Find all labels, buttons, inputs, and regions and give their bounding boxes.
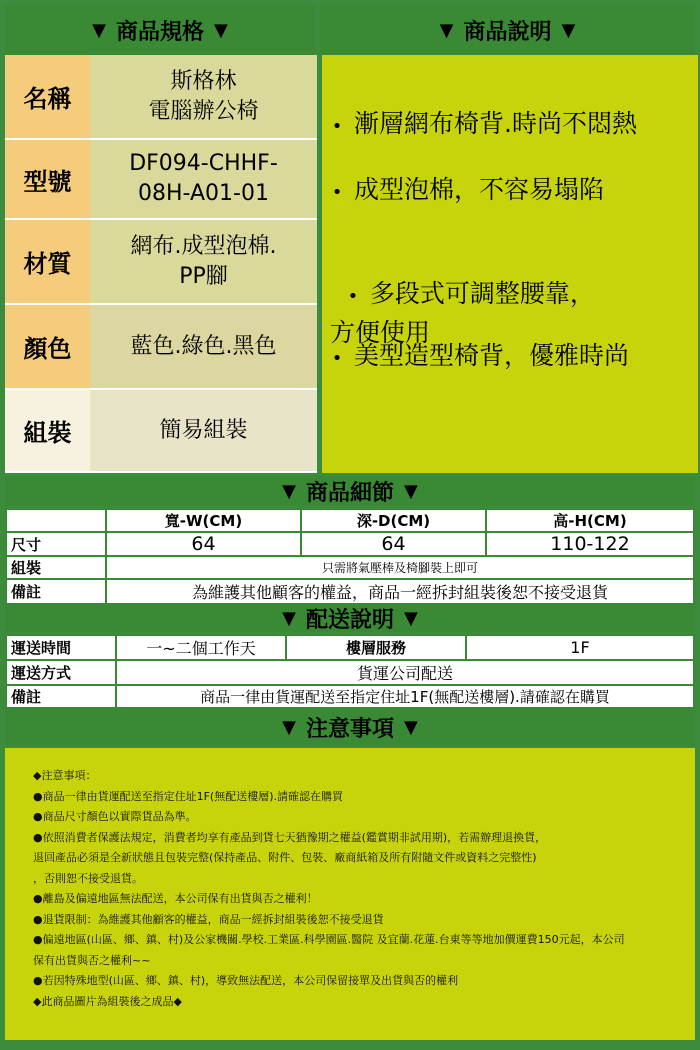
- depth-value: 64: [301, 532, 486, 556]
- description-header: [320, 5, 695, 55]
- notice-line: ●離島及偏遠地區無法配送，本公司保有出貨與否之權利！: [33, 892, 318, 905]
- table-row: [6, 532, 694, 556]
- description-bullet: • 漸層網布椅背.時尚不悶熱: [330, 106, 637, 145]
- spec-label: 名稱: [5, 55, 90, 140]
- notice-line: ●退貨限制：為維護其他顧客的權益，商品一經拆封組裝後恕不接受退貨: [33, 912, 384, 926]
- spec-label: 材質: [5, 220, 90, 305]
- row-label: 樓層服務: [286, 635, 466, 660]
- notice-line: 退回產品必須是全新狀態且包裝完整(保持產品、附件、包裝、廠商紙箱及所有附隨文件或資料之完整性): [33, 851, 537, 864]
- delivery-table: [5, 634, 695, 709]
- triangle-down-icon: ▼: [404, 480, 418, 502]
- triangle-down-icon: ▼: [404, 716, 418, 738]
- note-value: 為維護其他顧客的權益，商品一經拆封組裝後恕不接受退貨: [106, 579, 694, 604]
- spec-header-title: 商品規格: [115, 19, 204, 45]
- bullet-dot-icon: •: [331, 182, 343, 203]
- spec-value: 藍色.綠色.黑色: [90, 305, 317, 390]
- table-row: [6, 579, 694, 604]
- delivery-note-value: 商品一律由貨運配送至指定住址1F(無配送樓層).請確認在購買: [116, 685, 694, 708]
- row-label: 尺寸: [6, 532, 106, 556]
- column-header: 高-H(CM): [486, 509, 694, 532]
- notice-line: ●若因特殊地型(山區、鄉、鎮、村)，導致無法配送，本公司保留接單及出貨與否的權利: [33, 974, 459, 987]
- spec-header: [5, 5, 315, 55]
- table-row: [6, 685, 694, 708]
- delivery-method-value: 貨運公司配送: [116, 660, 694, 685]
- table-row: [6, 660, 694, 685]
- assembly-value: 只需將氣壓棒及椅腳裝上即可: [106, 556, 694, 579]
- column-header: 寬-W(CM): [106, 509, 301, 532]
- triangle-down-icon: ▼: [92, 19, 106, 41]
- notice-header: [5, 708, 695, 746]
- row-label: 運送方式: [6, 660, 116, 685]
- width-value: 64: [106, 532, 301, 556]
- row-label: 運送時間: [6, 635, 116, 660]
- details-table: [5, 508, 695, 605]
- notice-line: ◆此商品圖片為組裝後之成品◆: [33, 994, 182, 1008]
- row-label: 備註: [6, 685, 116, 708]
- details-header-title: 商品細節: [305, 480, 394, 506]
- spec-value: DF094-CHHF- 08H-A01-01: [90, 140, 317, 220]
- spec-value: 網布.成型泡棉. PP腳: [90, 220, 317, 305]
- delivery-header: [5, 604, 695, 632]
- notice-line: ●商品尺寸顏色以實際貨品為準。: [33, 810, 197, 823]
- bullet-dot-icon: •: [331, 116, 343, 137]
- description-bullet: • 成型泡棉，不容易塌陷: [330, 172, 604, 211]
- notice-line: ◆注意事項：: [33, 769, 97, 782]
- delivery-header-title: 配送說明: [305, 607, 394, 633]
- bullet-dot-icon: •: [347, 286, 359, 307]
- description-header-title: 商品說明: [463, 19, 552, 45]
- triangle-down-icon: ▼: [439, 19, 454, 41]
- triangle-down-icon: ▼: [404, 607, 418, 629]
- column-header: 深-D(CM): [301, 509, 486, 532]
- bullet-dot-icon: •: [331, 348, 343, 369]
- details-header: [5, 476, 695, 506]
- triangle-down-icon: ▼: [561, 19, 576, 41]
- height-value: 110-122: [486, 532, 694, 556]
- notice-line: ●商品一律由貨運配送至指定住址1F(無配送樓層).請確認在購買: [33, 789, 344, 803]
- table-row: [6, 556, 694, 579]
- notice-line: ●偏遠地區(山區、鄉、鎮、村)及公家機關.學校.工業區.科學園區.醫院 及宜蘭.花蓮.台東等等地加價運費150元起，本公司: [33, 933, 625, 946]
- notice-panel: [5, 748, 695, 1040]
- description-bullet: • 多段式可調整腰靠， 方便使用: [330, 279, 595, 347]
- row-label: 備註: [6, 579, 106, 604]
- delivery-time-value: 一~二個工作天: [116, 635, 286, 660]
- spec-label: 顏色: [5, 305, 90, 390]
- triangle-down-icon: ▼: [282, 480, 296, 502]
- floor-value: 1F: [466, 635, 694, 660]
- spec-label: 型號: [5, 140, 90, 220]
- notice-line: 保有出貨與否之權利~~: [33, 953, 151, 967]
- table-row: [6, 509, 694, 532]
- spec-value: 斯格林 電腦辦公椅: [90, 55, 317, 140]
- spec-label: 組裝: [5, 390, 90, 473]
- notice-header-title: 注意事項: [305, 716, 394, 742]
- notice-line: ，否則恕不接受退貨。: [33, 871, 143, 885]
- row-label: 組裝: [6, 556, 106, 579]
- triangle-down-icon: ▼: [282, 607, 296, 629]
- description-bullet: • 美型造型椅背，優雅時尚: [330, 338, 629, 377]
- table-row: [6, 635, 694, 660]
- triangle-down-icon: ▼: [214, 19, 228, 41]
- spec-value: 簡易組裝: [90, 390, 317, 473]
- notice-line: ●依照消費者保護法規定，消費者均享有產品到貨七天猶豫期之權益(鑑賞期非試用期)，若需辦理退換貨，: [33, 830, 547, 844]
- triangle-down-icon: ▼: [282, 716, 296, 738]
